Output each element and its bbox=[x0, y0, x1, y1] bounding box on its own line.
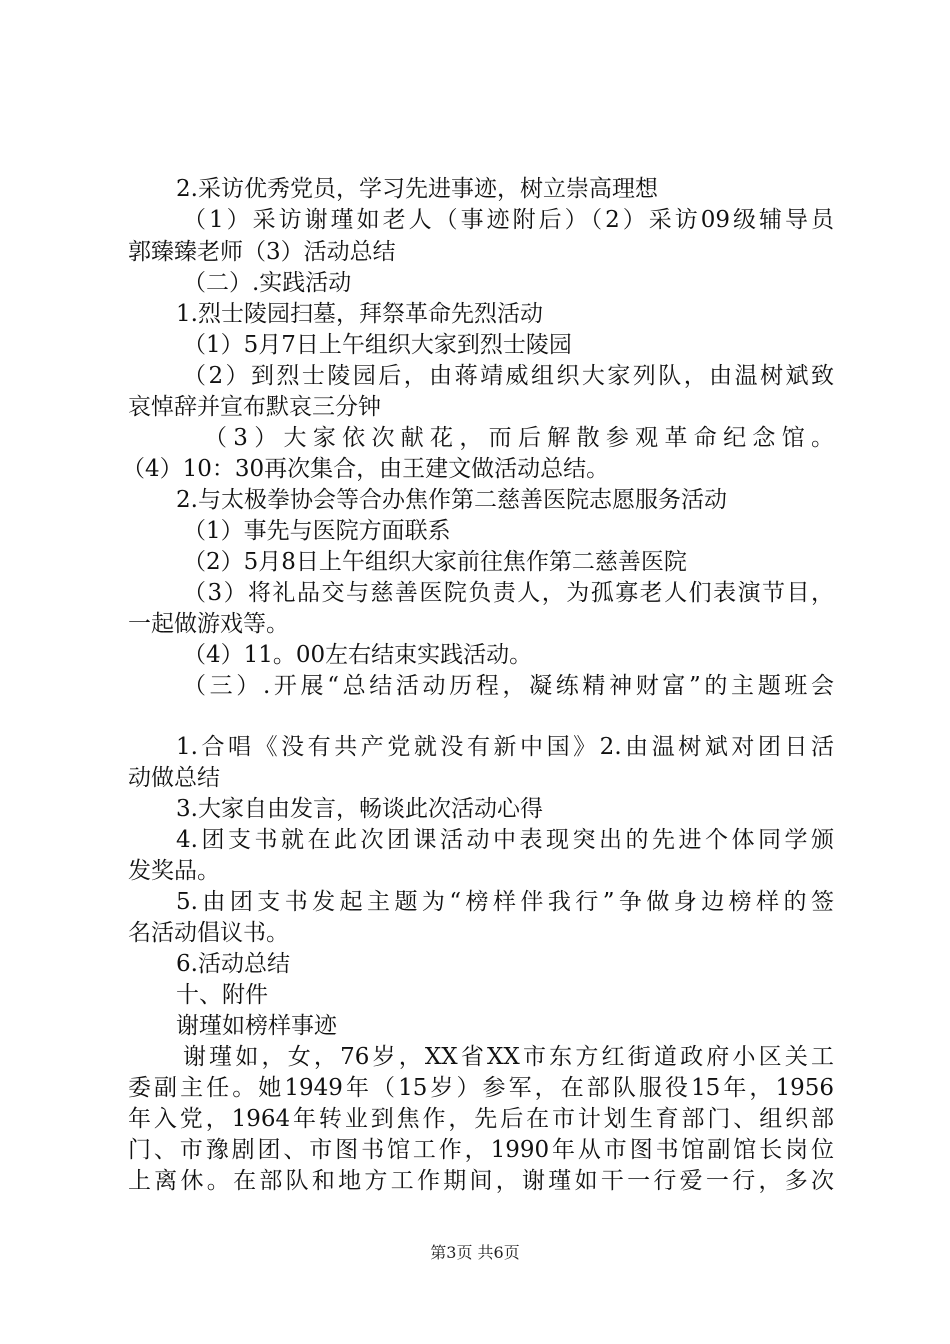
section-heading: 十、附件 bbox=[176, 982, 268, 1008]
text-line: 4.团支书就在此次团课活动中表现突出的先进个体同学颁 bbox=[176, 827, 834, 853]
text-line: 动做总结 bbox=[128, 765, 220, 791]
text-line: （1）事先与医院方面联系 bbox=[183, 518, 451, 544]
text-line: 上离休。在部队和地方工作期间，谢瑾如干一行爱一行，多次 bbox=[128, 1168, 834, 1194]
text-line: 哀悼辞并宣布默哀三分钟 bbox=[128, 394, 381, 420]
section-heading: （三）.开展“总结活动历程，凝练精神财富”的主题班会 bbox=[183, 673, 834, 699]
text-line: 2.与太极拳协会等合办焦作第二慈善医院志愿服务活动 bbox=[176, 487, 727, 513]
text-line: （3）将礼品交与慈善医院负责人，为孤寡老人们表演节目， bbox=[183, 580, 834, 606]
text-line: 谢瑾如，女，76岁，XX省XX市东方红街道政府小区关工 bbox=[183, 1044, 834, 1070]
text-line: （1）5月7日上午组织大家到烈士陵园 bbox=[183, 332, 572, 358]
text-line: （2）5月8日上午组织大家前往焦作第二慈善医院 bbox=[183, 549, 687, 575]
text-line: 门、市豫剧团、市图书馆工作，1990年从市图书馆副馆长岗位 bbox=[128, 1137, 834, 1163]
text-line: （2）到烈士陵园后，由蒋靖威组织大家列队，由温树斌致 bbox=[183, 363, 834, 389]
text-line: 发奖品。 bbox=[128, 858, 220, 884]
text-line: （4）10：30再次集合，由王建文做活动总结。 bbox=[122, 456, 610, 482]
text-line: 年入党，1964年转业到焦作，先后在市计划生育部门、组织部 bbox=[128, 1106, 834, 1132]
subsection-heading: 谢瑾如榜样事迹 bbox=[176, 1013, 337, 1039]
text-line: 委副主任。她1949年（15岁）参军，在部队服役15年，1956 bbox=[128, 1075, 834, 1101]
text-line: 2.采访优秀党员，学习先进事迹，树立崇高理想 bbox=[176, 176, 658, 202]
text-line: 1.合唱《没有共产党就没有新中国》2.由温树斌对团日活 bbox=[176, 734, 834, 760]
text-line: 一起做游戏等。 bbox=[128, 611, 289, 637]
text-line: （3）大家依次献花，而后解散参观革命纪念馆。 bbox=[204, 425, 834, 451]
page-number-footer: 第3页 共6页 bbox=[430, 1243, 520, 1262]
text-line: 6.活动总结 bbox=[176, 951, 290, 977]
text-line: 5.由团支书发起主题为“榜样伴我行”争做身边榜样的签 bbox=[176, 889, 834, 915]
section-heading: （二）.实践活动 bbox=[183, 270, 352, 296]
text-line: 名活动倡议书。 bbox=[128, 920, 289, 946]
text-line: 3.大家自由发言，畅谈此次活动心得 bbox=[176, 796, 543, 822]
text-line: 1.烈士陵园扫墓，拜祭革命先烈活动 bbox=[176, 301, 543, 327]
text-line: （4）11。00左右结束实践活动。 bbox=[183, 642, 533, 668]
text-line: 郭臻臻老师（3）活动总结 bbox=[128, 239, 396, 265]
text-line: （1）采访谢瑾如老人（事迹附后）（2）采访09级辅导员 bbox=[183, 207, 834, 233]
